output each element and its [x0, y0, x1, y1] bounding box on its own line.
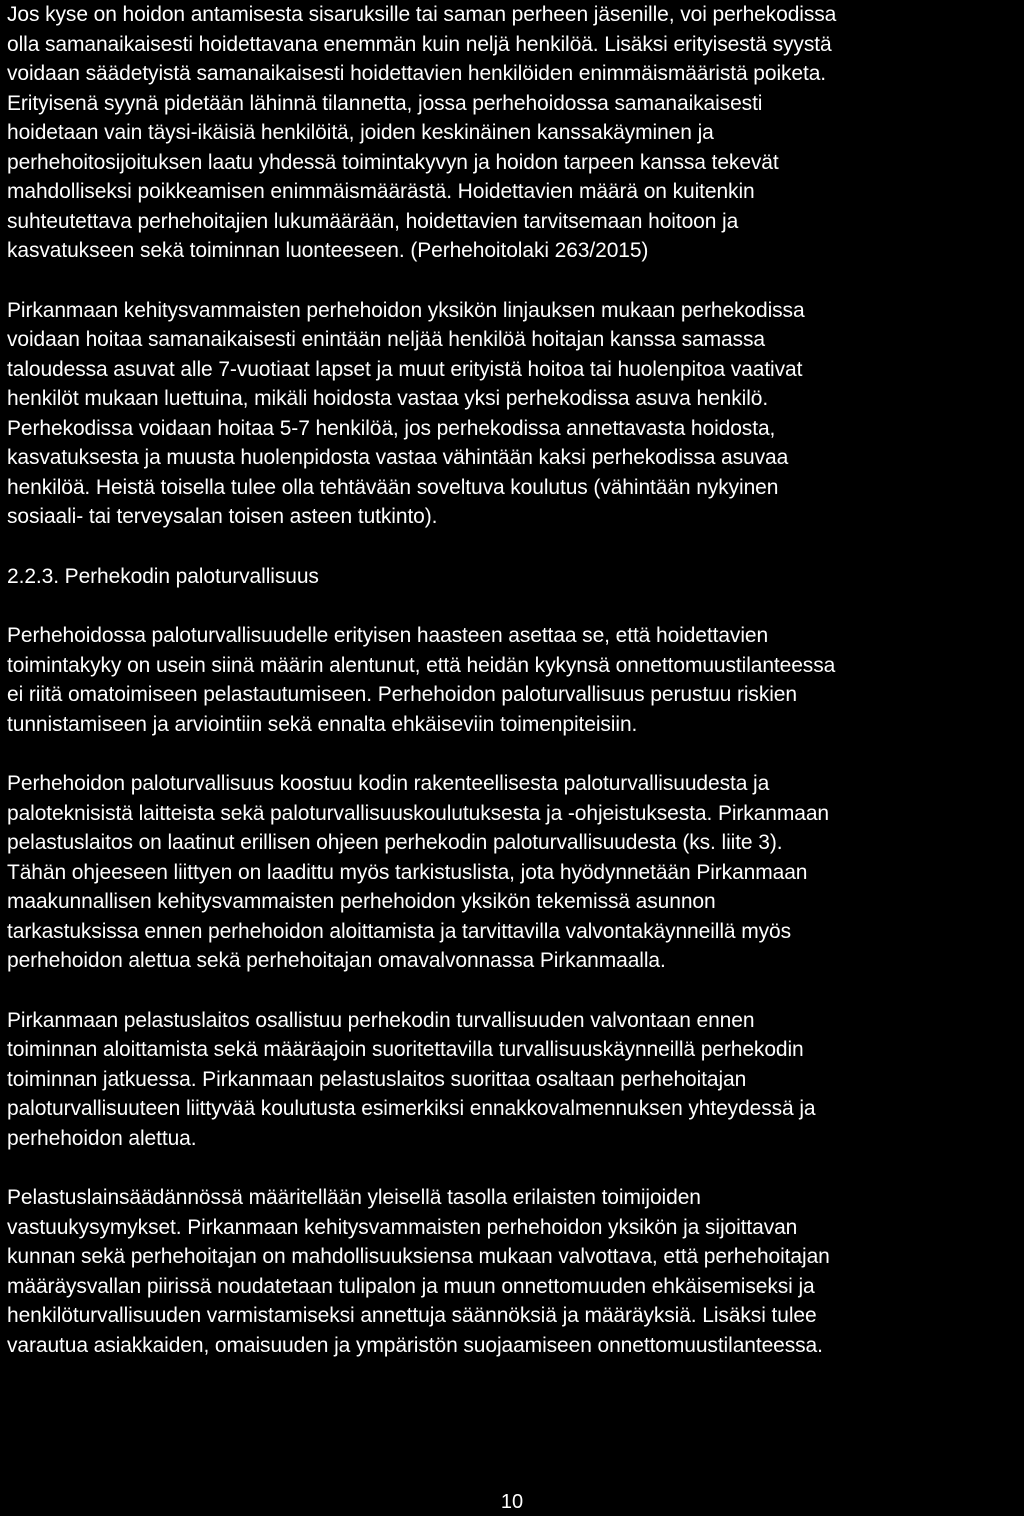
text-line: paloteknisistä laitteista sekä paloturvallisuuskoulutuksesta ja -ohjeistuksesta. Pirkanmaan	[7, 801, 830, 825]
paragraph-spacer	[7, 591, 1017, 621]
text-line: paloturvallisuuteen liittyvää koulutusta esimerkiksi ennakkovalmennuksen yhteydessä ja	[7, 1097, 816, 1120]
text-line: Erityisenä syynä pidetään lähinnä tilannetta, jossa perhehoidossa samanaikaisesti	[7, 91, 763, 115]
document-page	[7, 0, 1017, 1360]
text-line: voidaan säädetyistä samanaikaisesti hoidettavien henkilöiden enimmäismääristä poiketa.	[7, 62, 827, 85]
text-line: varautua asiakkaiden, omaisuuden ja ympäristön suojaamiseen onnettomuustilanteessa.	[7, 1333, 823, 1357]
text-line: Perhekodissa voidaan hoitaa 5-7 henkilöä, jos perhekodissa annettavasta hoidosta,	[7, 416, 776, 440]
text-line: Pirkanmaan kehitysvammaisten perhehoidon yksikön linjauksen mukaan perhekodissa	[7, 298, 805, 322]
paragraph-spacer	[7, 532, 1017, 562]
text-line: Pirkanmaan pelastuslaitos osallistuu perhekodin turvallisuuden valvontaan ennen	[7, 1008, 755, 1032]
text-line: pelastuslaitos on laatinut erillisen ohjeen perhekodin paloturvallisuudesta (ks. liite 3).	[7, 831, 783, 854]
text-line: suhteutettava perhehoitajien lukumäärään, hoidettavien tarvitsemaan hoitoon ja	[7, 209, 739, 233]
text-line: määräysvallan piirissä noudatetaan tulipalon ja muun onnettomuuden ehkäisemiseksi ja	[7, 1274, 815, 1298]
text-line: kasvatukseen sekä toiminnan luonteeseen. (Perhehoitolaki 263/2015)	[7, 239, 649, 262]
text-line: maakunnallisen kehitysvammaisten perhehoidon yksikön tekemissä asunnon	[7, 890, 716, 913]
text-line: ei riitä omatoimiseen pelastautumiseen. Perhehoidon paloturvallisuus perustuu riskien	[7, 683, 797, 706]
text-line: tarkastuksissa ennen perhehoidon aloittamista ja tarvittavilla valvontakäynneillä myös	[7, 919, 791, 943]
text-line: Tähän ohjeeseen liittyen on laadittu myös tarkistuslista, jota hyödynnetään Pirkanmaan	[7, 860, 808, 884]
paragraph-spacer	[7, 976, 1017, 1006]
paragraph-rescue-department	[7, 1006, 1017, 1154]
text-line: Jos kyse on hoidon antamisesta sisaruksille tai saman perheen jäsenille, voi perhekodissa	[7, 3, 837, 26]
paragraph-legislation	[7, 1183, 1017, 1360]
paragraph-spacer	[7, 266, 1017, 296]
section-heading	[7, 562, 1017, 592]
text-line: Perhehoidon paloturvallisuus koostuu kodin rakenteellisesta paloturvallisuudesta ja	[7, 772, 770, 795]
text-line: perhehoidon alettua.	[7, 1126, 197, 1150]
paragraph-spacer	[7, 1153, 1017, 1183]
section-heading-text: 2.2.3. Perhekodin paloturvallisuus	[7, 564, 319, 588]
text-line: perhehoidon alettua sekä perhehoitajan omavalvonnassa Pirkanmaalla.	[7, 949, 666, 972]
text-line: kasvatuksesta ja muusta huolenpidosta vastaa vähintään kaksi perhekodissa asuvaa	[7, 446, 789, 469]
text-line: henkilöä. Heistä toisella tulee olla tehtävään soveltuva koulutus (vähintään nykyinen	[7, 475, 779, 499]
text-line: hoidetaan vain täysi-ikäisiä henkilöitä, joiden keskinäinen kanssakäyminen ja	[7, 121, 714, 144]
text-line: toiminnan aloittamista sekä määräajoin suoritettavilla turvallisuuskäynneillä perhekodin	[7, 1038, 804, 1061]
text-line: olla samanaikaisesti hoidettavana enemmän kuin neljä henkilöä. Lisäksi erityisestä syystä	[7, 32, 832, 56]
text-line: toimintakyky on usein siinä määrin alentunut, että heidän kykynsä onnettomuustilanteessa	[7, 653, 836, 677]
text-line: taloudessa asuvat alle 7-vuotiaat lapset ja muut erityistä hoitoa tai huolenpitoa vaativat	[7, 357, 803, 381]
page-number: 10	[500, 1491, 524, 1513]
paragraph-spacer	[7, 739, 1017, 769]
paragraph-fire-safety-challenge	[7, 621, 1017, 739]
text-line: perhehoitosijoituksen laatu yhdessä toimintakyvyn ja hoidon tarpeen kanssa tekevät	[7, 150, 779, 174]
text-line: Perhehoidossa paloturvallisuudelle erityisen haasteen asettaa se, että hoidettavien	[7, 624, 769, 647]
text-line: vastuukysymykset. Pirkanmaan kehitysvammaisten perhehoidon yksikön ja sijoittavan	[7, 1215, 798, 1239]
text-line: toiminnan jatkuessa. Pirkanmaan pelastuslaitos suorittaa osaltaan perhehoitajan	[7, 1067, 747, 1091]
paragraph-fire-safety-composition	[7, 769, 1017, 976]
paragraph-pirkanmaa-policy	[7, 296, 1017, 532]
text-line: mahdolliseksi poikkeamisen enimmäismäärästä. Hoidettavien määrä on kuitenkin	[7, 180, 755, 203]
text-line: Pelastuslainsäädännössä määritellään yleisellä tasolla erilaisten toimijoiden	[7, 1186, 701, 1209]
text-line: henkilöt mukaan luettuina, mikäli hoidosta vastaa yksi perhekodissa asuva henkilö.	[7, 387, 769, 410]
text-line: kunnan sekä perhehoitajan on mahdollisuuksiensa mukaan valvottava, että perhehoitajan	[7, 1245, 830, 1268]
text-line: sosiaali- tai terveysalan toisen asteen tutkinto).	[7, 505, 438, 528]
text-line: henkilöturvallisuuden varmistamiseksi annettuja säännöksiä ja määräyksiä. Lisäksi tulee	[7, 1304, 817, 1327]
paragraph-family-care-capacity	[7, 0, 1017, 266]
text-line: tunnistamiseen ja arviointiin sekä ennalta ehkäiseviin toimenpiteisiin.	[7, 712, 638, 736]
text-line: voidaan hoitaa samanaikaisesti enintään neljää henkilöä hoitajan kanssa samassa	[7, 328, 765, 351]
